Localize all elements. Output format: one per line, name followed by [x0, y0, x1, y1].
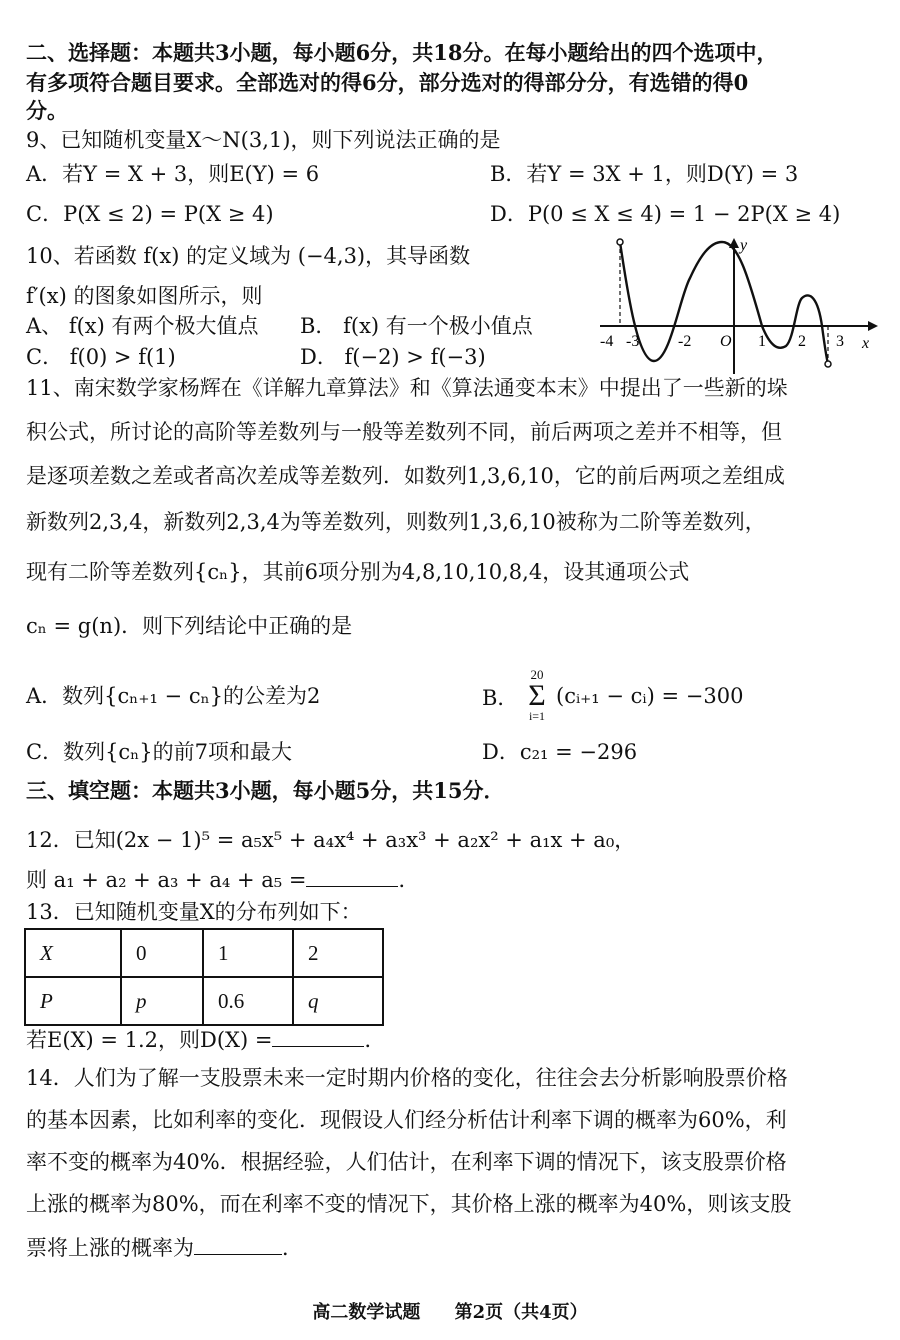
q9-option-c: C．P(X ≤ 2) = P(X ≥ 4) [26, 202, 274, 226]
q12-line1: 12．已知(2x − 1)⁵ = a₅x⁵ + a₄x⁴ + a₃x³ + a₂x² + a₁x + a₀， [26, 828, 636, 852]
graph-y-label: y [740, 237, 748, 254]
footer-page-number: 第2页（共4页） [454, 1302, 588, 1323]
q11-option-b-sum [520, 668, 554, 723]
section2-line1: 二、选择题：本题共3小题，每小题6分，共18分。在每小题给出的四个选项中， [26, 40, 778, 65]
q11-line6: cₙ = g(n)．则下列结论中正确的是 [26, 614, 353, 638]
table-cell: 1 [203, 929, 293, 977]
q14-end: ． [282, 1236, 303, 1260]
q10-derivative-graph [598, 236, 878, 376]
q11-line3: 是逐项差数之差或者高次差成等差数列．如数列1,3,6,10，它的前后两项之差组成 [26, 464, 785, 488]
q12-line2 [26, 870, 419, 891]
q11-option-a: A．数列{cₙ₊₁ − cₙ}的公差为2 [26, 684, 321, 708]
q13-after [26, 1030, 385, 1051]
graph-origin-label: O [720, 333, 732, 350]
table-cell: q [293, 977, 383, 1025]
q11-option-d: D．c₂₁ = −296 [482, 740, 638, 764]
q10-stem-line2: f′(x) 的图象如图所示，则 [26, 284, 263, 308]
q14-line5-text: 票将上涨的概率为 [26, 1236, 194, 1260]
graph-tick-minus2: -2 [678, 333, 692, 350]
table-cell: p [121, 977, 203, 1025]
q14-line2: 的基本因素，比如利率的变化．现假设人们经分析估计利率下调的概率为60%，利 [26, 1108, 787, 1132]
q14-line3: 率不变的概率为40%．根据经验，人们估计，在利率下调的情况下，该支股票价格 [26, 1150, 787, 1174]
q10-option-c: C． f(0) > f(1) [26, 345, 176, 369]
q14-line1: 14．人们为了解一支股票未来一定时期内价格的变化，往往会去分析影响股票价格 [26, 1066, 788, 1090]
table-cell: 0.6 [203, 977, 293, 1025]
q14-line4: 上涨的概率为80%，而在利率不变的情况下，其价格上涨的概率为40%，则该支股 [26, 1192, 792, 1216]
section3-header: 三、填空题：本题共3小题，每小题5分，共15分． [26, 778, 505, 803]
table-row [25, 977, 383, 1025]
table-cell: 2 [293, 929, 383, 977]
page-footer [0, 1298, 900, 1324]
graph-tick-minus3: -3 [626, 333, 640, 350]
q9-option-b: B．若Y = 3X + 1，则D(Y) = 3 [490, 162, 799, 186]
q13-distribution-table [24, 928, 384, 1026]
q12-answer-blank[interactable] [306, 886, 398, 887]
table-row [25, 929, 383, 977]
q9-option-d: D．P(0 ≤ X ≤ 4) = 1 − 2P(X ≥ 4) [490, 202, 841, 226]
q10-option-b: B． f(x) 有一个极小值点 [300, 314, 533, 338]
sum-upper-limit: 20 [530, 667, 544, 682]
q11-line5: 现有二阶等差数列{cₙ}，其前6项分别为4,8,10,10,8,4，设其通项公式 [26, 560, 690, 584]
q14-line5 [26, 1238, 303, 1259]
graph-tick-2: 2 [798, 333, 806, 350]
section2-line2: 有多项符合题目要求。全部选对的得6分，部分选对的得部分分，有选错的得0 [26, 70, 749, 95]
sum-lower-limit: i=1 [528, 709, 546, 723]
q10-option-a: A、 f(x) 有两个极大值点 [26, 314, 259, 338]
q11-option-b-prefix: B． [482, 686, 519, 710]
q13-stem: 13．已知随机变量X的分布列如下： [26, 900, 362, 924]
q9-option-a: A．若Y = X + 3，则E(Y) = 6 [26, 162, 320, 186]
q11-option-b-expr: (cᵢ₊₁ − cᵢ) = −300 [556, 684, 744, 708]
graph-tick-3: 3 [836, 333, 844, 350]
graph-tick-1: 1 [758, 333, 766, 350]
sigma-symbol: Σ [528, 679, 546, 712]
q12-line2-text: 则 a₁ + a₂ + a₃ + a₄ + a₅ = [26, 868, 307, 892]
q9-stem: 9、已知随机变量X～N(3,1)，则下列说法正确的是 [26, 128, 501, 152]
q13-end: ． [364, 1028, 386, 1052]
q13-after-text: 若E(X) = 1.2，则D(X) = [26, 1028, 273, 1052]
graph-x-label: x [862, 335, 870, 352]
q11-line2: 积公式，所讨论的高阶等差数列与一般等差数列不同，前后两项之差并不相等，但 [26, 420, 782, 444]
q11-option-c: C．数列{cₙ}的前7项和最大 [26, 740, 292, 764]
table-cell: 0 [121, 929, 203, 977]
graph-tick-minus4: -4 [600, 333, 614, 350]
q10-option-d: D． f(−2) > f(−3) [300, 345, 486, 369]
footer-title: 高二数学试题 [312, 1302, 421, 1323]
q13-answer-blank[interactable] [272, 1046, 364, 1047]
q14-answer-blank[interactable] [194, 1254, 282, 1255]
q11-line1: 11、南宋数学家杨辉在《详解九章算法》和《算法通变本末》中提出了一些新的垛 [26, 376, 788, 400]
q10-stem-line1: 10、若函数 f(x) 的定义域为 (−4,3)，其导函数 [26, 244, 471, 268]
table-cell: P [25, 977, 121, 1025]
q11-line4: 新数列2,3,4，新数列2,3,4为等差数列，则数列1,3,6,10被称为二阶等差数列， [26, 510, 766, 534]
table-cell: X [25, 929, 121, 977]
q12-end: ． [398, 868, 420, 892]
section2-line3: 分。 [26, 98, 68, 123]
